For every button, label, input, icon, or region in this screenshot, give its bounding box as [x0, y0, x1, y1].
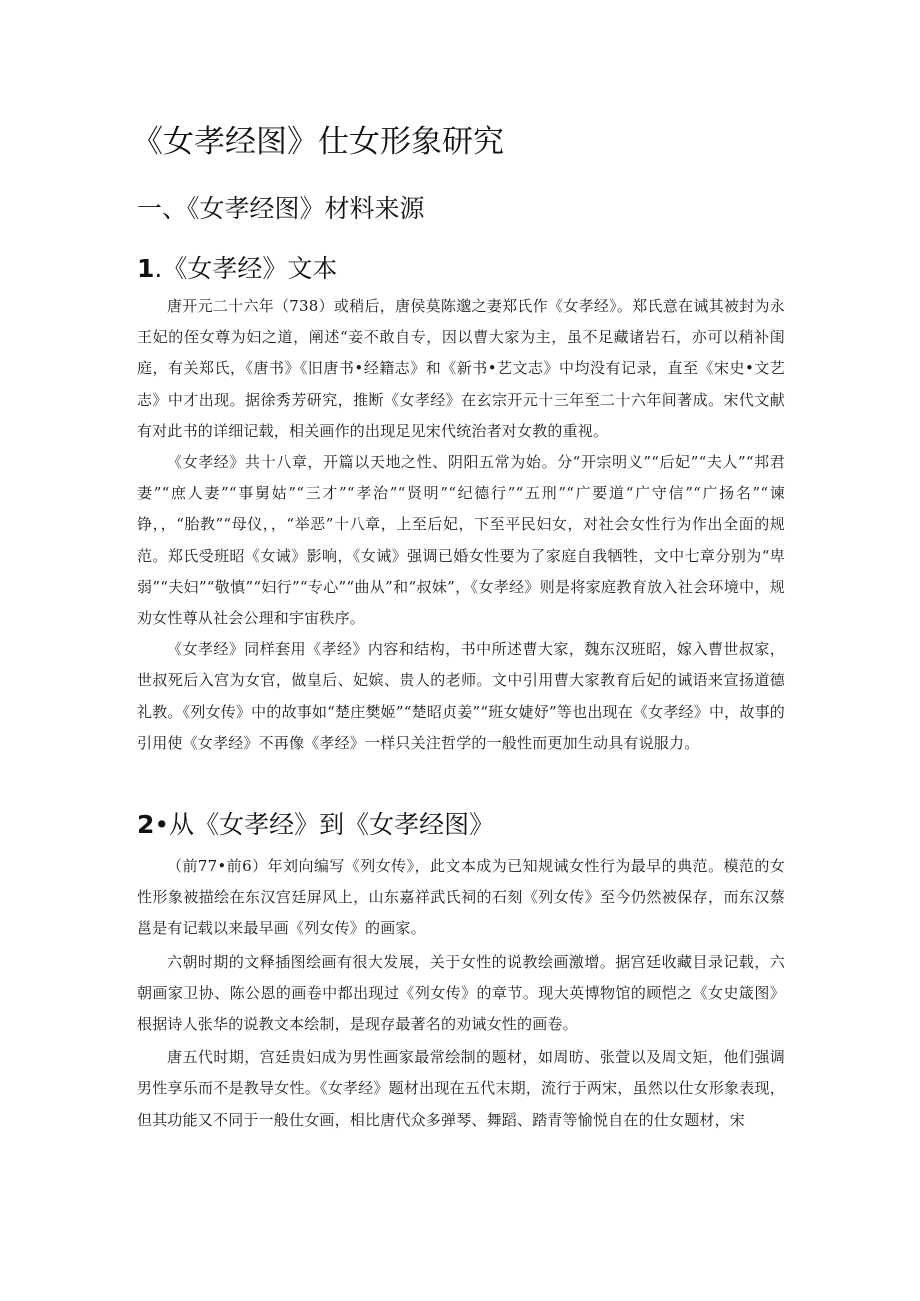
- paragraph: 《女孝经》共十八章，开篇以天地之性、阴阳五常为始。分“开宗明义”“后妃”“夫人”“邦君妻”“庶人妻”“事舅姑”“三才”“孝治”“贤明”“纪德行”“五刑”“广要道“广守信”“广扬名”“谏铮，，“胎教”“母仪，，“举恶”十八章，上至后妃，下至平民妇女，对社会女性行为作出全面的规范。郑氏受班昭《女诫》影响，《女诫》强调已婚女性要为了家庭自我牺牲，文中七章分别为“卑弱”“夫妇”“敬慎”“妇行”“专心”“曲从”和“叔妹”，《女孝经》则是将家庭教育放入社会环境中，规劝女性尊从社会公理和宇宙秩序。: [137, 453, 785, 628]
- subsection-number-1: 1: [137, 254, 155, 283]
- subsection-title-1: .《女孝经》文本: [154, 254, 338, 283]
- subsection-heading-2: [137, 805, 494, 841]
- paragraph: （前77•前6）年刘向编写《列女传》，此文本成为已知规诫女性行为最早的典范。模范的女性形象被描绘在东汉宫廷屏风上，山东嘉祥武氏祠的石刻《列女传》至今仍然被保存，而东汉蔡邕是有记载以来最早画《列女传》的画家。: [137, 857, 785, 938]
- paragraph: 六朝时期的文释插图绘画有很大发展，关于女性的说教绘画激增。据宫廷收藏目录记载，六朝画家卫协、陈公恩的画卷中都出现过《列女传》的章节。现大英博物馆的顾恺之《女史箴图》根据诗人张华的说教文本绘制，是现存最著名的劝诫女性的画卷。: [137, 952, 785, 1034]
- paragraph: 《女孝经》同样套用《孝经》内容和结构，书中所述曹大家，魏东汉班昭，嫁入曹世叔家，世叔死后入宫为女官，做皇后、妃嫔、贵人的老师。文中引用曹大家教育后妃的诫语来宣扬道德礼教。《列女传》中的故事如“楚庄樊姬”“楚昭贞姜”“班女婕妤”等也出现在《女孝经》中，故事的引用使《女孝经》不再像《孝经》一样只关注哲学的一般性而更加生动具有说服力。: [137, 640, 785, 752]
- section-heading-1: 一、《女孝经图》材料来源: [137, 194, 425, 223]
- document-title: 《女孝经图》仕女形象研究: [132, 124, 504, 160]
- subsection-body-1: [137, 291, 785, 759]
- subsection-number-2: 2: [137, 810, 155, 839]
- subsection-body-2: [137, 851, 785, 1138]
- paragraph: 唐五代时期，宫廷贵妇成为男性画家最常绘制的题材，如周昉、张萱以及周文矩，他们强调男性享乐而不是教导女性。《女孝经》题材出现在五代末期，流行于两宋，虽然以仕女形象表现，但其功能又不同于一般仕女画，相比唐代众多弹琴、舞蹈、踏青等愉悦自在的仕女题材，宋: [137, 1048, 785, 1129]
- paragraph: 唐开元二十六年（738）或稍后，唐侯莫陈邈之妻郑氏作《女孝经》。郑氏意在诫其被封为永王妃的侄女尊为妇之道，阐述“妾不敢自专，因以曹大家为主，虽不足藏诸岩石，亦可以稍补闺庭，有关郑氏，《唐书》《旧唐书•经籍志》和《新书•艺文志》中均没有记录，直至《宋史•文艺志》中才出现。据徐秀芳研究，推断《女孝经》在玄宗开元十三年至二十六年间著成。宋代文献有对此书的详细记载，相关画作的出现足见宋代统治者对女教的重视。: [137, 297, 785, 440]
- subsection-title-2: •从《女孝经》到《女孝经图》: [154, 810, 495, 839]
- subsection-heading-1: [137, 249, 337, 285]
